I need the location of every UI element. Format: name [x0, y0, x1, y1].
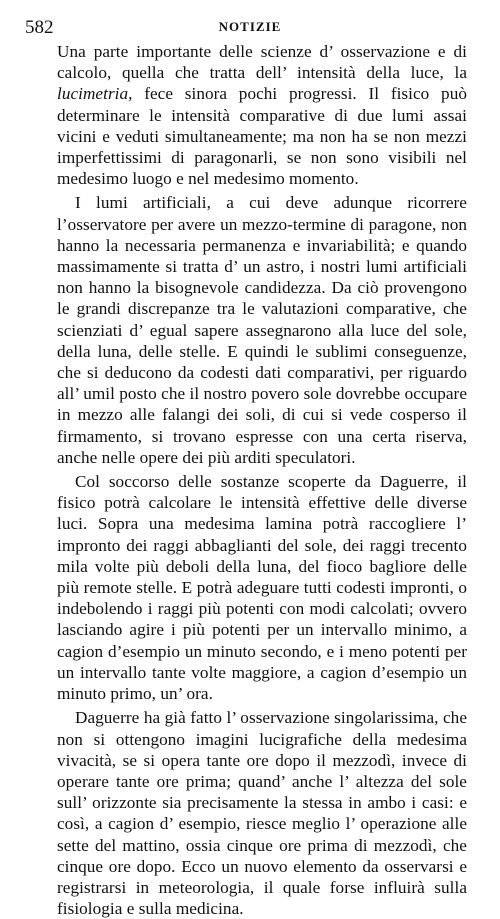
paragraph-4-text: Daguerre ha già fatto l’ osservazione singolarissima, che non si ottengono imagini lucigrafiche della medesima vivacità, se si opera tante ore dopo il mezzodì, invece di operare tante ore prima; quand’ anche l’ altezza del sole sull’ orizzonte sia precisamente la stessa in ambo i casi: e così, a cagion d’ esempio, riesce meglio l’ operazione alle sette del mattino, ossia cinque ore prima di mezzodì, che cinque ore dopo. Ecco un nuovo elemento da osservarsi e registrarsi in meteorologia, il quale forse influirà sulla fisiologia e sulla medicina.	[57, 708, 467, 919]
paragraph-4	[57, 707, 467, 919]
paragraph-3	[57, 471, 467, 704]
running-title: NOTIZIE	[218, 19, 282, 34]
paragraph-3-text: Col soccorso delle sostanze scoperte da Daguerre, il fisico potrà calcolare le intensità effettive delle diverse luci. Sopra una medesima lamina potrà raccogliere l’ impronto dei raggi abbaglianti del sole, dei raggi trecento mila volte più deboli della luna, del fioco bagliore delle più remote stelle. E potrà adeguare tutti codesti impronti, o indebolendo i raggi più potenti con modi calcolati; ovvero lasciando agire i più potenti per un intervallo minimo, a cagion d’esempio un minuto secondo, e i meno potenti per un intervallo tante volte maggiore, a cagion d’esempio un minuto primo, un’ ora.	[57, 472, 467, 704]
paragraph-2-text: I lumi artificiali, a cui deve adunque ricorrere l’osservatore per avere un mezzo-termine di paragone, non hanno la necessaria permanenza e invariabilità; e quando massimamente si tratta d’ un astro, i nostri lumi artificiali non hanno la bisognevole candidezza. Da ciò provengono le grandi discrepanze tra le valutazioni comparative, che scienziati d’ egual sapere assegnarono alla luce del sole, della luna, delle stelle. E quindi le sublimi conseguenze, che si deducono da codesti dati comparativi, per riguardo all’ umil posto che il nostro povero sole dovrebbe occupare in mezzo alle falangi dei soli, di cui si vede cosperso il firmamento, si trovano espresse con una certa riserva, anche nelle opere dei più arditi speculatori.	[57, 193, 467, 467]
article-body	[57, 41, 467, 919]
paragraph-1-text-1: Una parte importante delle scienze d’ osservazione e di calcolo, quella che tratta dell’ intensità della luce, la	[57, 42, 467, 83]
page-number: 582	[25, 17, 54, 38]
paragraph-1-text-2: fece sinora pochi progressi. Il fisico può determinare le intensità comparative di due lumi assai vicini e veduti simultaneamente; ma non ha se non mezzi imperfettissimi di paragonarli, se non sono visibili nel medesimo luogo e nel medesimo momento.	[57, 84, 467, 189]
paragraph-1	[57, 41, 467, 189]
paragraph-2	[57, 192, 467, 468]
lucimetria-term: lucimetria,	[57, 84, 133, 104]
page-header	[25, 16, 475, 40]
